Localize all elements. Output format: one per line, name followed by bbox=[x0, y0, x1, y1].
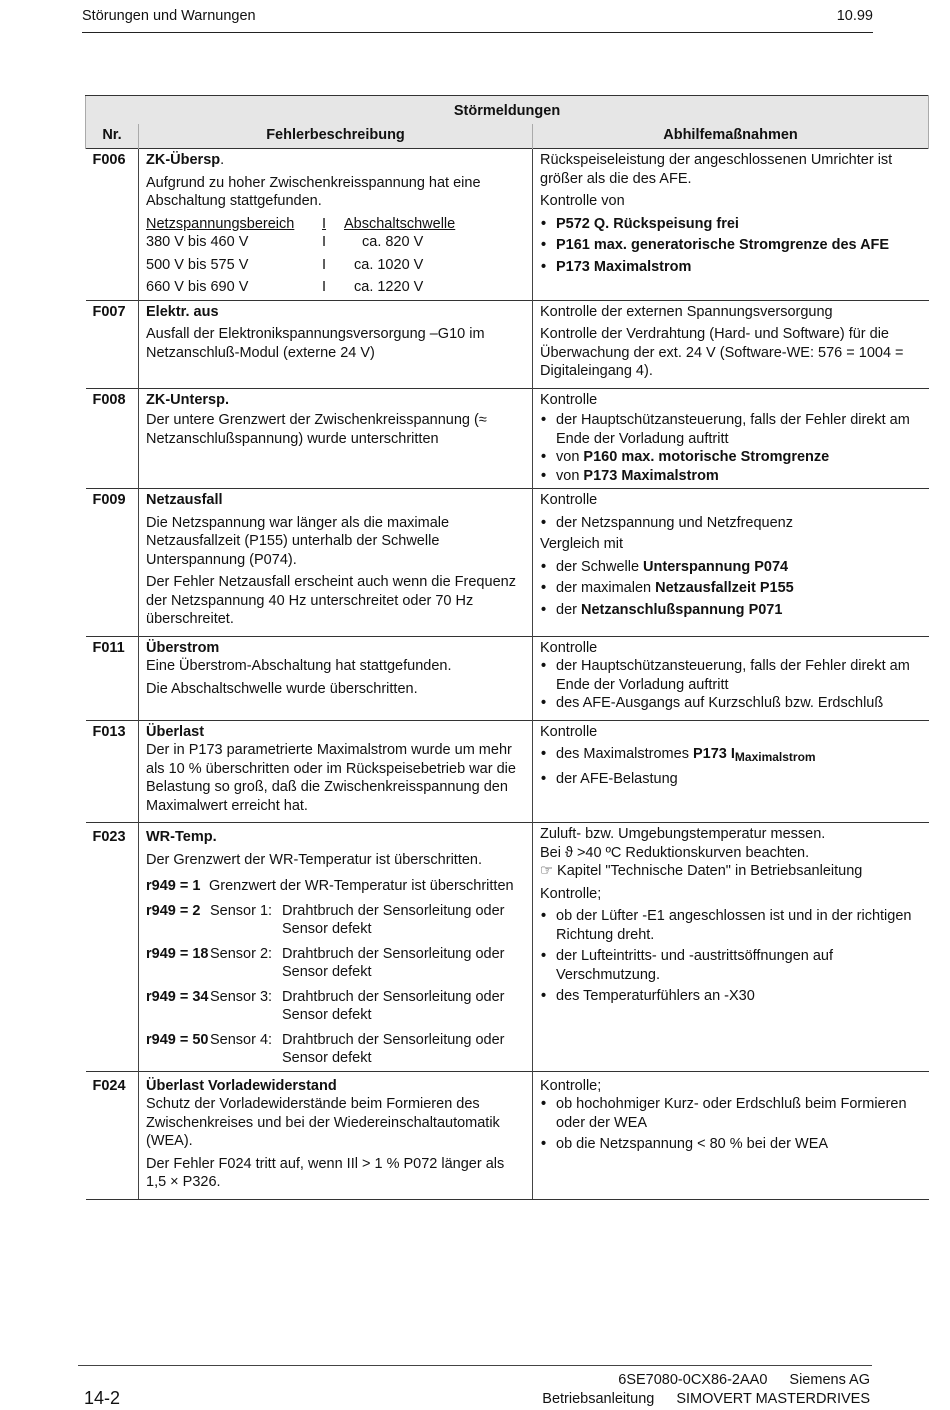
threshold-value: ca. 1220 V bbox=[354, 279, 424, 295]
page-header bbox=[82, 8, 873, 33]
status-row bbox=[146, 988, 525, 1025]
table-row bbox=[86, 823, 929, 1072]
column-header-action: Abhilfemaßnahmen bbox=[533, 124, 929, 149]
fault-description bbox=[139, 636, 533, 720]
fault-name: Überlast bbox=[146, 723, 205, 740]
action-text: Zuluft- bzw. Umgebungstemperatur messen. bbox=[540, 826, 826, 842]
fault-number: F024 bbox=[86, 1071, 139, 1199]
column-header-nr: Nr. bbox=[86, 124, 139, 149]
threshold-header-sep: I bbox=[322, 215, 327, 232]
action-item-param: P173 I bbox=[692, 746, 735, 762]
header-section-title: Störungen und Warnungen bbox=[82, 8, 256, 24]
fault-text: Aufgrund zu hoher Zwischenkreisspannung hat eine Abschaltung stattgefunden. bbox=[146, 174, 481, 209]
action-item-text: des Maximalstromes bbox=[556, 746, 693, 762]
action-item bbox=[540, 558, 922, 577]
fault-name: ZK-Untersp. bbox=[146, 391, 229, 408]
action-item: • P572 Q. Rückspeisung frei bbox=[540, 215, 922, 234]
sensor-label: Sensor 1: bbox=[210, 902, 273, 919]
fault-text: Schutz der Vorladewiderstände beim Formieren des Zwischenkreises und bei der Wiedereinschaltautomatik (WEA). bbox=[146, 1096, 500, 1149]
action-text: Bei ϑ >40 ºC Reduktionskurven beachten. bbox=[540, 844, 810, 861]
status-text: Drahtbruch der Sensorleitung oder Sensor defekt bbox=[282, 1031, 505, 1066]
action-item: • der Netzspannung und Netzfrequenz bbox=[540, 514, 922, 533]
status-code: r949 = 1 bbox=[146, 878, 201, 894]
action-item-param: P160 max. motorische Stromgrenze bbox=[583, 449, 830, 465]
action-reference bbox=[540, 862, 922, 881]
fault-name: ZK-Übersp bbox=[146, 152, 221, 168]
status-text: Drahtbruch der Sensorleitung oder Sensor defekt bbox=[282, 988, 505, 1023]
fault-name: Überstrom bbox=[146, 639, 220, 656]
action-text: Kontrolle der Verdrahtung (Hard- und Software) für die Überwachung der ext. 24 V (Software-WE: 576 = 1004 = Digitaleingang 4). bbox=[540, 326, 904, 379]
action-item bbox=[540, 467, 922, 486]
sensor-label: Sensor 4: bbox=[210, 1031, 273, 1048]
fault-description bbox=[139, 823, 533, 1072]
footer-divider bbox=[78, 1365, 872, 1366]
fault-description bbox=[139, 388, 533, 489]
status-text: Drahtbruch der Sensorleitung oder Sensor defekt bbox=[282, 902, 505, 937]
fault-number: F009 bbox=[86, 489, 139, 637]
fault-number: F023 bbox=[86, 823, 139, 1072]
status-row bbox=[146, 1031, 525, 1068]
fault-description bbox=[139, 149, 533, 301]
action-item bbox=[540, 745, 922, 767]
fault-action bbox=[533, 300, 929, 388]
table-row bbox=[86, 149, 929, 301]
action-item: • ob hochohmiger Kurz- oder Erdschluß beim Formieren oder der WEA bbox=[540, 1095, 922, 1132]
fault-number: F006 bbox=[86, 149, 139, 301]
fault-text: Eine Überstrom-Abschaltung hat stattgefunden. bbox=[146, 658, 452, 674]
table-row bbox=[86, 489, 929, 637]
action-check: Kontrolle bbox=[540, 639, 598, 656]
action-item: • der Hauptschützansteuerung, falls der Fehler direkt am Ende der Vorladung auftritt bbox=[540, 411, 922, 448]
fault-text: Der Grenzwert der WR-Temperatur ist überschritten. bbox=[146, 851, 483, 868]
fault-number: F007 bbox=[86, 300, 139, 388]
fault-description bbox=[139, 1071, 533, 1199]
action-item: • der Lufteintritts- und -austrittsöffnungen auf Verschmutzung. bbox=[540, 947, 922, 984]
action-item: • P161 max. generatorische Stromgrenze des AFE bbox=[540, 236, 922, 255]
threshold-range: 660 V bis 690 V bbox=[146, 279, 249, 295]
pointing-hand-icon: ☞ bbox=[540, 863, 553, 879]
threshold-row bbox=[146, 233, 525, 252]
action-item bbox=[540, 601, 922, 620]
action-item-text: der maximalen bbox=[556, 580, 656, 596]
action-item-param: Unterspannung P074 bbox=[643, 558, 789, 575]
column-header-description: Fehlerbeschreibung bbox=[139, 124, 533, 149]
fault-table bbox=[85, 95, 929, 1200]
action-check: Kontrolle bbox=[540, 391, 598, 408]
fault-action bbox=[533, 1071, 929, 1199]
threshold-range: 380 V bis 460 V bbox=[146, 234, 249, 250]
page-number: 14-2 bbox=[84, 1388, 121, 1408]
action-check: Kontrolle bbox=[540, 723, 598, 740]
action-item-text: der bbox=[556, 601, 581, 618]
fault-action bbox=[533, 720, 929, 823]
status-text: Grenzwert der WR-Temperatur ist überschritten bbox=[209, 878, 514, 894]
fault-action bbox=[533, 149, 929, 301]
action-item bbox=[540, 448, 922, 467]
table-row bbox=[86, 1071, 929, 1199]
table-row bbox=[86, 300, 929, 388]
threshold-row bbox=[146, 256, 525, 275]
fault-text: Die Abschaltschwelle wurde überschritten. bbox=[146, 680, 418, 697]
fault-text: Der Fehler Netzausfall erscheint auch wenn die Frequenz der Netzspannung 40 Hz unterschreitet oder 70 Hz überschreitet. bbox=[146, 574, 516, 627]
threshold-value: ca. 820 V bbox=[362, 234, 424, 250]
fault-name-dot: . bbox=[220, 152, 225, 168]
action-item bbox=[540, 579, 922, 598]
action-check: Kontrolle bbox=[540, 492, 598, 508]
threshold-sep: I bbox=[322, 279, 327, 295]
table-row bbox=[86, 388, 929, 489]
footer-line-2 bbox=[542, 1391, 870, 1407]
action-text: Vergleich mit bbox=[540, 536, 624, 552]
status-text: Drahtbruch der Sensorleitung oder Sensor defekt bbox=[282, 945, 505, 980]
footer-company: Siemens AG bbox=[789, 1372, 870, 1388]
fault-description bbox=[139, 720, 533, 823]
table-row bbox=[86, 720, 929, 823]
table-row bbox=[86, 636, 929, 720]
action-check: Kontrolle; bbox=[540, 1077, 602, 1094]
action-item: • des AFE-Ausgangs auf Kurzschluß bzw. Erdschluß bbox=[540, 694, 922, 713]
threshold-sep: I bbox=[322, 256, 327, 273]
fault-action bbox=[533, 388, 929, 489]
fault-action bbox=[533, 823, 929, 1072]
action-item-param: Netzanschlußspannung P071 bbox=[581, 601, 783, 618]
fault-number: F011 bbox=[86, 636, 139, 720]
status-code: r949 = 2 bbox=[146, 902, 201, 919]
threshold-header-range: Netzspannungsbereich bbox=[146, 215, 295, 232]
action-check: Kontrolle von bbox=[540, 193, 625, 209]
action-item-text: der Schwelle bbox=[556, 558, 644, 575]
action-item-param: P173 Maximalstrom bbox=[583, 467, 719, 484]
fault-description bbox=[139, 300, 533, 388]
fault-number: F008 bbox=[86, 388, 139, 489]
action-item: • der AFE-Belastung bbox=[540, 770, 922, 789]
action-item-text: von bbox=[556, 449, 584, 465]
fault-name: Elektr. aus bbox=[146, 303, 219, 320]
action-item: • der Hauptschützansteuerung, falls der Fehler direkt am Ende der Vorladung auftritt bbox=[540, 657, 922, 694]
status-code: r949 = 18 bbox=[146, 945, 209, 962]
fault-text: Der Fehler F024 tritt auf, wenn IIl > 1 % P072 länger als 1,5 × P326. bbox=[146, 1155, 505, 1190]
sensor-label: Sensor 2: bbox=[210, 945, 273, 962]
fault-action bbox=[533, 489, 929, 637]
action-item: • des Temperaturfühlers an -X30 bbox=[540, 987, 922, 1006]
fault-text: Ausfall der Elektronikspannungsversorgung –G10 im Netzanschluß-Modul (externe 24 V) bbox=[146, 326, 485, 361]
action-item: • ob der Lüfter -E1 angeschlossen ist und in der richtigen Richtung dreht. bbox=[540, 907, 922, 944]
fault-text: Der in P173 parametrierte Maximalstrom wurde um mehr als 10 % überschritten oder im Rückspeisebetrieb war die Belastung so groß, daß die Zwischenkreisspannung den Maximalwert erreicht hat. bbox=[146, 742, 516, 814]
action-item: • ob die Netzspannung < 80 % bei der WEA bbox=[540, 1135, 922, 1154]
fault-number: F013 bbox=[86, 720, 139, 823]
footer-product: SIMOVERT MASTERDRIVES bbox=[676, 1391, 870, 1407]
status-code: r949 = 50 bbox=[146, 1031, 209, 1048]
action-item-subscript: Maximalstrom bbox=[734, 750, 816, 764]
footer-order-code: 6SE7080-0CX86-2AA0 bbox=[618, 1372, 768, 1388]
threshold-row bbox=[146, 278, 525, 297]
header-date: 10.99 bbox=[836, 8, 873, 24]
action-reference-text: Kapitel "Technische Daten" in Betriebsanleitung bbox=[557, 863, 863, 879]
threshold-range: 500 V bis 575 V bbox=[146, 256, 249, 273]
table-title: Störmeldungen bbox=[86, 96, 929, 124]
threshold-value: ca. 1020 V bbox=[354, 256, 424, 273]
action-item-param: Netzausfallzeit P155 bbox=[655, 580, 794, 596]
action-text: Kontrolle der externen Spannungsversorgung bbox=[540, 303, 833, 320]
action-item-text: von bbox=[556, 467, 584, 484]
threshold-header bbox=[146, 215, 525, 234]
status-code: r949 = 34 bbox=[146, 988, 209, 1005]
fault-description bbox=[139, 489, 533, 637]
fault-text: Der untere Grenzwert der Zwischenkreisspannung (≈ Netzanschlußspannung) wurde unterschritten bbox=[146, 412, 487, 447]
status-row bbox=[146, 877, 525, 896]
footer-document: Betriebsanleitung bbox=[542, 1391, 655, 1407]
action-text: Rückspeiseleistung der angeschlossenen Umrichter ist größer als die des AFE. bbox=[540, 152, 893, 187]
fault-name: Netzausfall bbox=[146, 492, 223, 508]
fault-name: WR-Temp. bbox=[146, 829, 217, 845]
fault-text: Die Netzspannung war länger als die maximale Netzausfallzeit (P155) unterhalb der Schwelle Unterspannung (P074). bbox=[146, 514, 450, 568]
action-item: • P173 Maximalstrom bbox=[540, 258, 922, 277]
threshold-header-value: Abschaltschwelle bbox=[344, 215, 456, 232]
status-row bbox=[146, 902, 525, 939]
action-check: Kontrolle; bbox=[540, 885, 602, 902]
footer-line-1 bbox=[618, 1372, 870, 1388]
fault-action bbox=[533, 636, 929, 720]
status-row bbox=[146, 945, 525, 982]
sensor-label: Sensor 3: bbox=[210, 988, 273, 1005]
threshold-sep: I bbox=[322, 234, 327, 250]
fault-name: Überlast Vorladewiderstand bbox=[146, 1077, 337, 1094]
